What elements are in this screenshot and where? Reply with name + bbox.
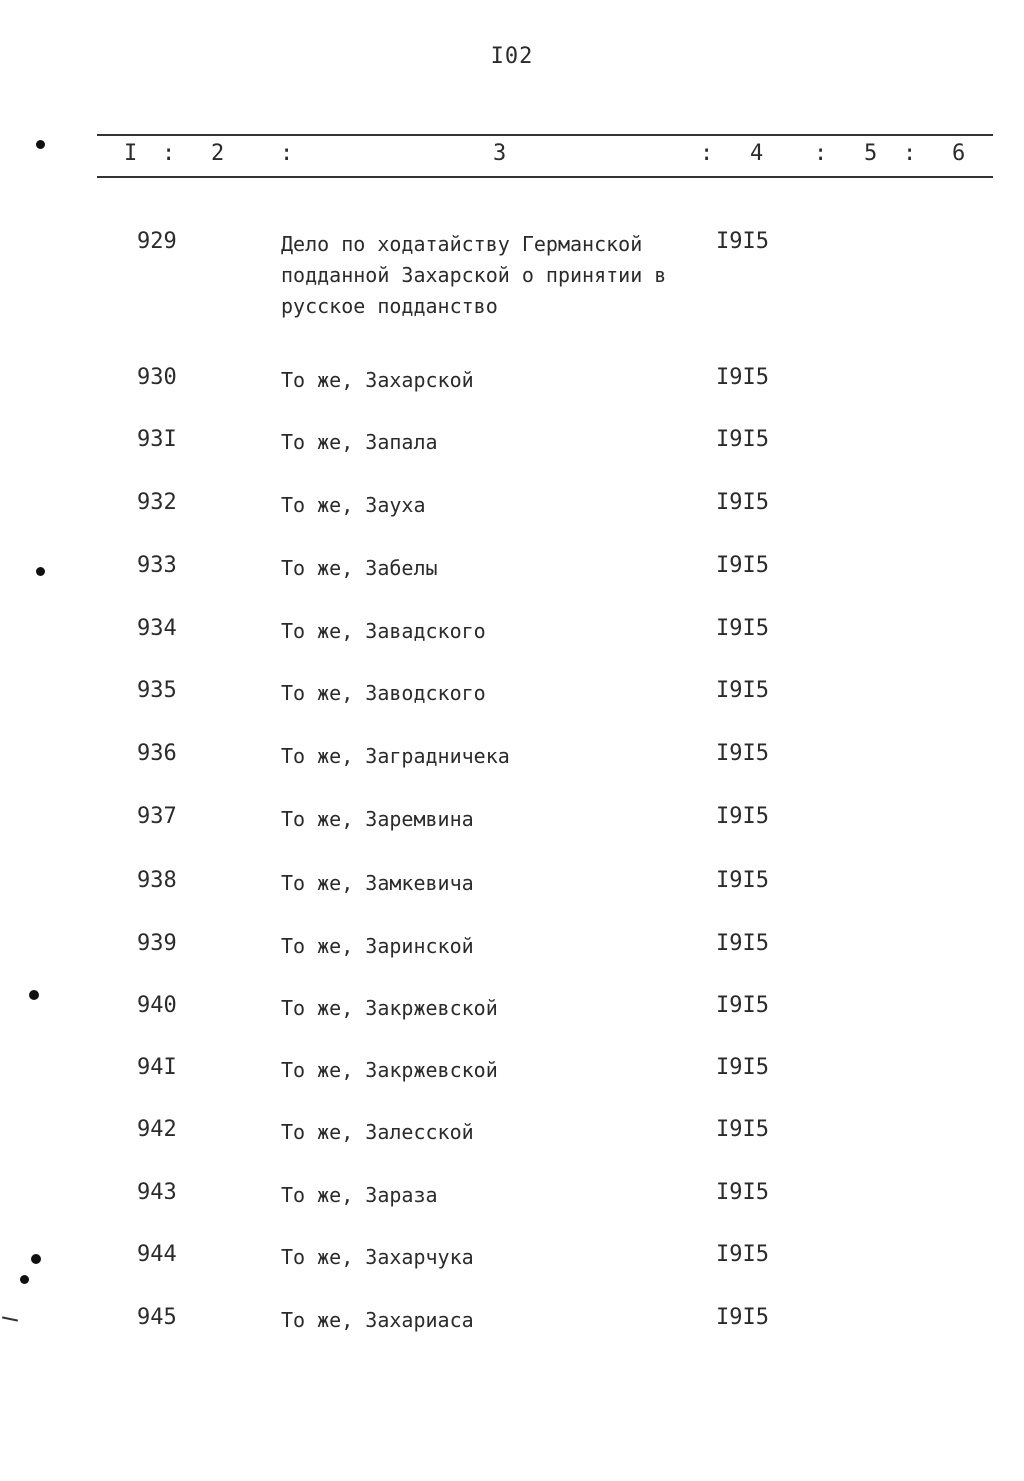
- row-year: I9I5: [716, 1117, 769, 1142]
- row-year: I9I5: [716, 229, 769, 254]
- row-year: I9I5: [716, 993, 769, 1018]
- row-number: 944: [137, 1242, 177, 1267]
- row-number: 945: [137, 1305, 177, 1330]
- row-description: То же, Забелы: [281, 556, 438, 580]
- row-description: То же, Захарской: [281, 368, 474, 392]
- row-number: 94I: [137, 1055, 177, 1080]
- row-description: То же, Заринской: [281, 934, 474, 958]
- row-number: 935: [137, 678, 177, 703]
- row-description: То же, Заводского: [281, 681, 486, 705]
- row-description: То же, Залесской: [281, 1120, 474, 1144]
- table-rule-bottom: [97, 176, 993, 178]
- header-col-6: 6: [952, 141, 966, 166]
- row-description: То же, Заремвина: [281, 807, 474, 831]
- row-description: Дело по ходатайству Германской подданной Захарской о принятии в русское подданство: [281, 232, 667, 318]
- row-description: То же, Зараза: [281, 1183, 438, 1207]
- row-year: I9I5: [716, 804, 769, 829]
- header-separator: :: [280, 141, 294, 166]
- row-number: 942: [137, 1117, 177, 1142]
- row-number: 930: [137, 365, 177, 390]
- header-separator: :: [903, 141, 917, 166]
- row-year: I9I5: [716, 1180, 769, 1205]
- header-separator: :: [700, 141, 714, 166]
- row-number: 940: [137, 993, 177, 1018]
- punch-hole-dot: [29, 990, 39, 1000]
- row-year: I9I5: [716, 741, 769, 766]
- punch-hole-dot: [31, 1254, 41, 1264]
- row-year: I9I5: [716, 490, 769, 515]
- header-col-3: 3: [493, 141, 507, 166]
- punch-hole-dot: [36, 567, 45, 576]
- header-col-2: 2: [211, 141, 225, 166]
- row-number: 929: [137, 229, 177, 254]
- row-number: 93I: [137, 427, 177, 452]
- row-year: I9I5: [716, 427, 769, 452]
- row-year: I9I5: [716, 1242, 769, 1267]
- row-year: I9I5: [716, 1055, 769, 1080]
- row-year: I9I5: [716, 868, 769, 893]
- row-number: 937: [137, 804, 177, 829]
- row-description: То же, Закржевской: [281, 1058, 498, 1082]
- row-description: То же, Запала: [281, 430, 438, 454]
- row-year: I9I5: [716, 678, 769, 703]
- row-number: 933: [137, 553, 177, 578]
- row-description: То же, Замкевича: [281, 871, 474, 895]
- row-number: 936: [137, 741, 177, 766]
- row-description: То же, Зауха: [281, 493, 426, 517]
- header-col-1: I: [124, 141, 138, 166]
- row-description: То же, Захариаса: [281, 1308, 474, 1332]
- row-number: 932: [137, 490, 177, 515]
- row-number: 938: [137, 868, 177, 893]
- row-number: 934: [137, 616, 177, 641]
- table-rule-top: [97, 134, 993, 136]
- row-number: 939: [137, 931, 177, 956]
- row-year: I9I5: [716, 1305, 769, 1330]
- header-separator: :: [814, 141, 828, 166]
- header-col-5: 5: [864, 141, 878, 166]
- header-separator: :: [162, 141, 176, 166]
- row-description: То же, Захарчука: [281, 1245, 474, 1269]
- row-year: I9I5: [716, 553, 769, 578]
- punch-hole-dot: [36, 140, 45, 149]
- row-description: То же, Завадского: [281, 619, 486, 643]
- punch-hole-dot: [20, 1275, 29, 1284]
- row-year: I9I5: [716, 931, 769, 956]
- margin-mark: [2, 1316, 18, 1321]
- row-year: I9I5: [716, 616, 769, 641]
- header-col-4: 4: [750, 141, 764, 166]
- row-description: То же, Заградничека: [281, 744, 510, 768]
- row-number: 943: [137, 1180, 177, 1205]
- row-year: I9I5: [716, 365, 769, 390]
- row-description: То же, Закржевской: [281, 996, 498, 1020]
- page-number: I02: [490, 44, 534, 69]
